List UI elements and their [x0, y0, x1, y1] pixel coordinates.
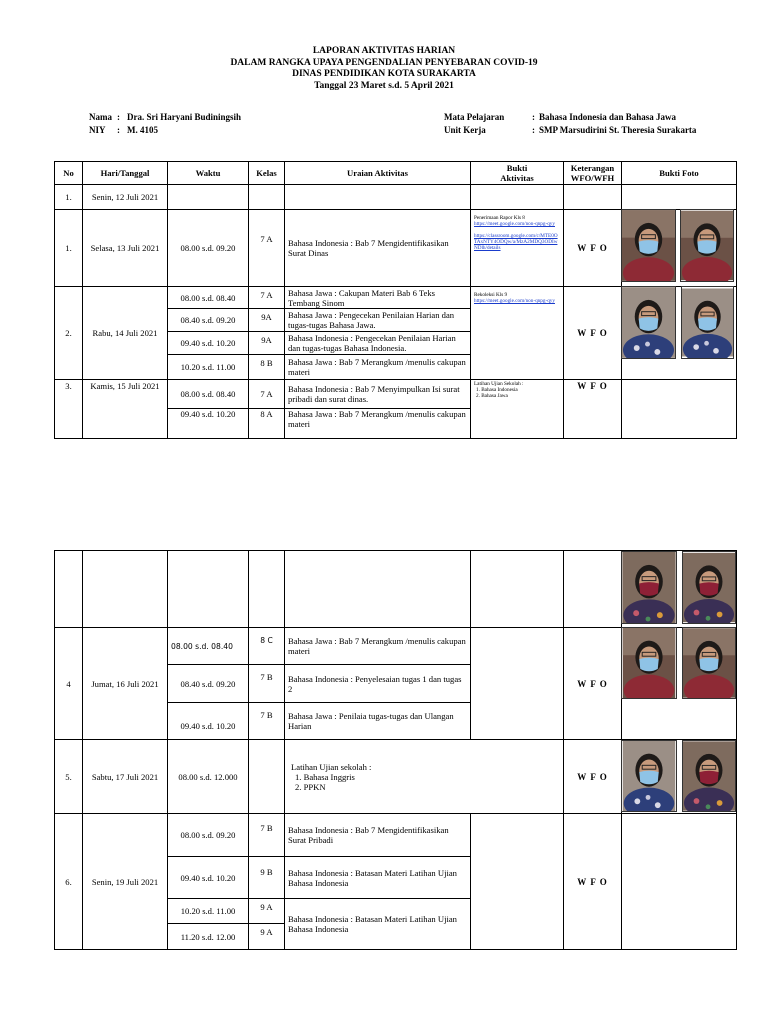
evidence-link[interactable]: https://meet.google.com/non-qnpg-qyy: [474, 221, 555, 227]
evidence-item: 2. Bahasa Jawa: [476, 393, 508, 399]
row-time: 10.20 s.d. 11.00: [168, 355, 249, 380]
row-class: 8 B: [249, 355, 285, 380]
report-agency: DINAS PENDIDIKAN KOTA SURAKARTA: [292, 69, 476, 79]
row-time: 08.00 s.d. 08.40: [168, 287, 249, 309]
row-class: 7 B: [249, 814, 285, 857]
ujian-title: Latihan Ujian sekolah :: [291, 761, 372, 772]
row-class: [249, 740, 285, 814]
niy-row: [89, 124, 158, 137]
row-time: 08.00 s.d. 08.40: [168, 380, 249, 409]
table-header-row: [55, 162, 737, 185]
unit-value: SMP Marsudirini St. Theresia Surakarta: [539, 125, 697, 135]
row-time: 09.40 s.d. 10.20: [168, 703, 249, 740]
row-activity: Bahasa Jawa : Bab 7 Merangkum /menulis cakupan materi: [285, 628, 471, 665]
row-evidence: [471, 287, 564, 380]
row-status: W F O: [564, 628, 622, 740]
row-class: 7 A: [249, 210, 285, 287]
row-date: Selasa, 13 Juli 2021: [83, 210, 168, 287]
nama-row: [89, 111, 241, 124]
row-date: Jumat, 16 Juli 2021: [83, 628, 168, 740]
ujian-item: 1. Bahasa Inggris: [295, 771, 355, 782]
row-activity: Bahasa Jawa : Pengecekan Penilaian Harian dan tugas-tugas Bahasa Jawa.: [285, 309, 471, 332]
row-evidence: [471, 628, 564, 740]
row-activity: Bahasa Indonesia : Bab 7 Mengidentifikasikan Surat Dinas: [285, 210, 471, 287]
row-activity: Bahasa Jawa : Cakupan Materi Bab 6 Teks Tembang Sinom: [285, 287, 471, 309]
unit-sep: :: [532, 125, 535, 135]
row-status: W F O: [564, 814, 622, 950]
row-activity: Bahasa Indonesia : Penyelesaian tugas 1 dan tugas 2: [285, 665, 471, 703]
evidence-photo: [621, 551, 677, 624]
row-activity: Bahasa Indonesia : Batasan Materi Latihan Ujian Bahasa Indonesia: [285, 899, 471, 950]
row-evidence: [471, 814, 564, 950]
nama-sep: :: [117, 112, 120, 122]
row-class: 8 A: [249, 409, 285, 439]
col-kelas: Kelas: [249, 162, 285, 185]
row-class: 9 B: [249, 857, 285, 899]
row-activity: Bahasa Indonesia : Bab 7 Menyimpulkan Isi surat pribadi dan surat dinas.: [285, 380, 471, 409]
row-class: 7 B: [249, 665, 285, 703]
row-status: W F O: [564, 287, 622, 380]
report-date-range: Tanggal 23 Maret s.d. 5 April 2021: [314, 80, 454, 91]
evidence-photo: [621, 286, 676, 359]
row-evidence: [471, 380, 564, 439]
col-hari: Hari/Tanggal: [83, 162, 168, 185]
row-class: 9 A: [249, 899, 285, 924]
row-activity: Bahasa Jawa : Bab 7 Merangkum /menulis cakupan materi: [285, 409, 471, 439]
row-class: 7 A: [249, 287, 285, 309]
unit-row: [444, 124, 696, 137]
evidence-photo: [621, 209, 676, 282]
evidence-title: Latihan Ujian Sekolah :: [474, 381, 524, 387]
niy-sep: :: [117, 125, 120, 135]
row-date: Senin, 19 Juli 2021: [83, 814, 168, 950]
row-no: 4: [55, 628, 83, 740]
col-keterangan: Keterangan WFO/WFH: [564, 162, 622, 185]
evidence-photo: [621, 627, 677, 699]
row-time: 08.40 s.d. 09.20: [168, 309, 249, 332]
report-title: LAPORAN AKTIVITAS HARIAN: [312, 46, 456, 56]
col-uraian: Uraian Aktivitas: [285, 162, 471, 185]
ujian-item: 2. PPKN: [295, 781, 326, 792]
table-row: [55, 380, 737, 409]
row-activity: [285, 740, 564, 814]
col-foto: Bukti Foto: [622, 162, 737, 185]
row-activity: Bahasa Jawa : Bab 7 Merangkum /menulis cakupan materi: [285, 355, 471, 380]
row-activity: Bahasa Jawa : Penilaia tugas-tugas dan Ulangan Harian: [285, 703, 471, 740]
row-time: 08.40 s.d. 09.20: [168, 665, 249, 703]
row-status: W F O: [564, 740, 622, 814]
mapel-value: Bahasa Indonesia dan Bahasa Jawa: [539, 112, 677, 122]
table-row: [55, 185, 737, 210]
evidence-photo: [681, 286, 734, 359]
evidence-photo: [682, 551, 736, 624]
row-no: 1.: [55, 210, 83, 287]
row-date: Sabtu, 17 Juli 2021: [83, 740, 168, 814]
row-evidence: [471, 210, 564, 287]
evidence-photo: [682, 627, 736, 699]
row-class: 7 B: [249, 703, 285, 740]
row-class: 7 A: [249, 380, 285, 409]
row-time: 08.00 s.d. 12.000: [168, 740, 249, 814]
row-activity: Bahasa Indonesia : Batasan Materi Latihan Ujian Bahasa Indonesia: [285, 857, 471, 899]
row-time: 08.00 s.d. 09.20: [168, 210, 249, 287]
row-status: W F O: [564, 380, 622, 439]
row-date: Rabu, 14 Juli 2021: [83, 287, 168, 380]
row-time: 08.00 s.d. 08.40: [168, 628, 249, 665]
evidence-link[interactable]: https://classroom.google.com/c/MTE0OTAxNTY4ODQw/a/MzA2MDQ3ODIwNDlh/details: [474, 233, 558, 251]
niy-label: NIY: [89, 125, 106, 135]
evidence-photo: [621, 740, 677, 812]
row-no: 2.: [55, 287, 83, 380]
row-time: 09.40 s.d. 10.20: [168, 409, 249, 439]
row-time: 08.00 s.d. 09.20: [168, 814, 249, 857]
row-activity: Bahasa Indonesia : Bab 7 Mengidentifikasikan Surat Pribadi: [285, 814, 471, 857]
row-status: W F O: [564, 210, 622, 287]
evidence-photo: [682, 740, 736, 812]
row-date: Kamis, 15 Juli 2021: [83, 380, 168, 439]
row-no: 6.: [55, 814, 83, 950]
mapel-sep: :: [532, 112, 535, 122]
evidence-photo: [680, 209, 734, 282]
row-no: 3.: [55, 380, 83, 439]
mapel-row: [444, 111, 676, 124]
row-class: 9A: [249, 309, 285, 332]
row-class: 8 C: [249, 628, 285, 665]
row-time: 11.20 s.d. 12.00: [168, 924, 249, 950]
nama-label: Nama: [89, 112, 112, 122]
evidence-link[interactable]: https://meet.google.com/non-qnpg-qyy: [474, 298, 555, 304]
niy-value: M. 4105: [127, 125, 158, 135]
row-class: 9 A: [249, 924, 285, 950]
report-subtitle: DALAM RANGKA UPAYA PENGENDALIAN PENYEBARAN COVID-19: [230, 57, 538, 68]
nama-value: Dra. Sri Haryani Budiningsih: [127, 112, 242, 122]
unit-label: Unit Kerja: [444, 125, 486, 135]
row-class: 9A: [249, 332, 285, 355]
row-date: Senin, 12 Juli 2021: [83, 185, 168, 210]
row-activity: Bahasa Indonesia : Pengecekan Penilaian Harian dan tugas-tugas Bahasa Indonesia.: [285, 332, 471, 355]
col-bukti: Bukti Aktivitas: [471, 162, 564, 185]
col-no: No: [55, 162, 83, 185]
row-photos: [622, 380, 737, 439]
evidence-item: 1. Bahasa Indonesia: [476, 387, 518, 393]
row-time: 09.40 s.d. 10.20: [168, 332, 249, 355]
col-waktu: Waktu: [168, 162, 249, 185]
row-no: 5.: [55, 740, 83, 814]
row-time: 09.40 s.d. 10.20: [168, 857, 249, 899]
evidence-caption: Rekoleksi Kls 9: [474, 292, 508, 298]
table-row: [55, 814, 737, 857]
row-time: 10.20 s.d. 11.00: [168, 899, 249, 924]
row-no: 1.: [55, 185, 83, 210]
row-photos: [622, 814, 737, 950]
mapel-label: Mata Pelajaran: [444, 112, 505, 122]
evidence-caption: Penerimaan Rapor Kls 8: [474, 215, 525, 221]
